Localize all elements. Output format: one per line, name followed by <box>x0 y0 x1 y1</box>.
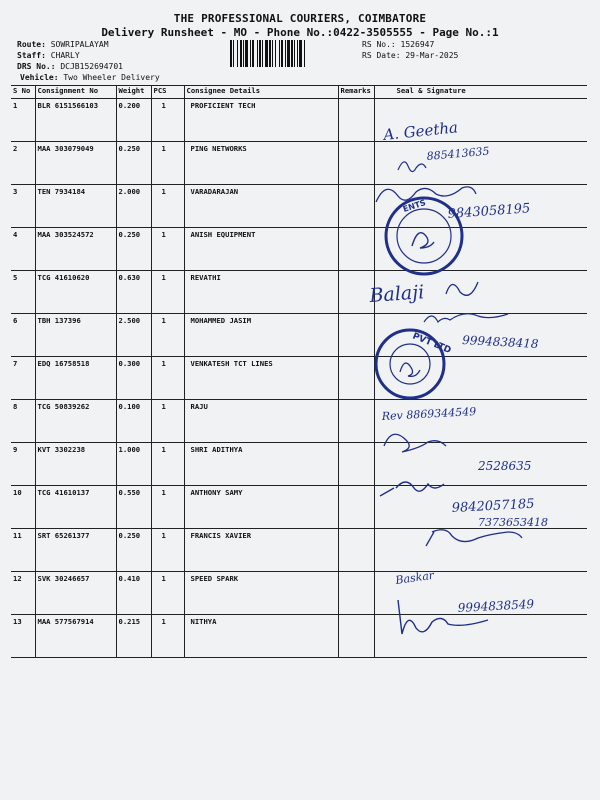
handwritten-phone: 885413635 <box>426 144 491 163</box>
cell-sno: 6 <box>11 314 35 357</box>
vehicle-value: Two Wheeler Delivery <box>63 73 160 82</box>
signature-text: A. Geetha <box>382 118 459 144</box>
cell-weight: 0.250 <box>116 529 151 572</box>
cell-seal-signature <box>374 615 587 658</box>
runsheet-table <box>11 85 587 658</box>
barcode-bar <box>275 40 276 67</box>
document-title: THE PROFESSIONAL COURIERS, COIMBATORE <box>173 12 427 25</box>
cell-consignment: TBH 137396 <box>35 314 116 357</box>
barcode-bar <box>250 40 251 67</box>
cell-remarks <box>338 357 374 400</box>
cell-seal-signature <box>374 99 587 142</box>
column-header: Remarks <box>338 86 374 99</box>
cell-seal-signature <box>374 400 587 443</box>
route-value: SOWRIPALAYAM <box>50 40 109 49</box>
barcode-bar <box>279 40 280 67</box>
stamp-text: PVT LTD <box>410 331 453 357</box>
cell-seal-signature <box>374 486 587 529</box>
cell-sno: 1 <box>11 99 35 142</box>
cell-remarks <box>338 142 374 185</box>
barcode-bar <box>294 40 295 67</box>
barcode-bar <box>265 40 268 67</box>
barcode-bar <box>233 40 234 67</box>
rs-no-value: 1526947 <box>400 40 435 49</box>
table-row <box>11 572 587 615</box>
barcode-bar <box>297 40 298 67</box>
cell-consignment: MAA 577567914 <box>35 615 116 658</box>
stamp-text: ENTS <box>401 198 427 214</box>
cell-consignee: ANTHONY SAMY <box>184 486 338 529</box>
cell-consignment: EDQ 16758518 <box>35 357 116 400</box>
drs-line <box>17 62 123 71</box>
barcode-bar <box>230 40 232 67</box>
handwritten-note: Rev 8869344549 <box>381 405 477 423</box>
cell-consignee: MOHAMMED JASIM <box>184 314 338 357</box>
cell-consignment: BLR 6151566103 <box>35 99 116 142</box>
cell-consignment: TCG 41610620 <box>35 271 116 314</box>
table-body <box>11 99 587 658</box>
staff-label: Staff: <box>17 51 46 60</box>
cell-sno: 5 <box>11 271 35 314</box>
cell-remarks <box>338 486 374 529</box>
handwritten-phone: 9994838418 <box>461 333 539 351</box>
cell-consignee: FRANCIS XAVIER <box>184 529 338 572</box>
handwritten-phone: 9994838549 <box>457 597 535 615</box>
cell-consignee: REVATHI <box>184 271 338 314</box>
rs-no-label: RS No.: <box>362 40 396 49</box>
table-row <box>11 615 587 658</box>
cell-pcs: 1 <box>151 357 184 400</box>
cell-pcs: 1 <box>151 400 184 443</box>
cell-sno: 8 <box>11 400 35 443</box>
cell-weight: 0.630 <box>116 271 151 314</box>
barcode-bar <box>237 40 238 67</box>
barcode-bar <box>252 40 254 67</box>
table-row <box>11 443 587 486</box>
cell-remarks <box>338 99 374 142</box>
column-header: S No <box>11 86 35 99</box>
drs-label: DRS No.: <box>17 62 56 71</box>
cell-pcs: 1 <box>151 142 184 185</box>
cell-remarks <box>338 529 374 572</box>
staff-value: CHARLY <box>50 51 80 60</box>
table-row <box>11 228 587 271</box>
barcode-bar <box>287 40 290 67</box>
barcode-bar <box>257 40 258 67</box>
table-row <box>11 185 587 228</box>
cell-consignee: RAJU <box>184 400 338 443</box>
cell-pcs: 1 <box>151 99 184 142</box>
table-row <box>11 357 587 400</box>
cell-sno: 3 <box>11 185 35 228</box>
cell-weight: 0.300 <box>116 357 151 400</box>
cell-consignee: VARADARAJAN <box>184 185 338 228</box>
rs-date-line <box>362 51 458 60</box>
cell-consignment: TCG 50839262 <box>35 400 116 443</box>
column-header: Consignee Details <box>184 86 338 99</box>
column-header: PCS <box>151 86 184 99</box>
cell-seal-signature <box>374 443 587 486</box>
cell-remarks <box>338 572 374 615</box>
table-row <box>11 271 587 314</box>
cell-weight: 0.250 <box>116 142 151 185</box>
barcode-image <box>230 40 353 67</box>
vehicle-line <box>20 73 160 82</box>
cell-seal-signature <box>374 185 587 228</box>
cell-remarks <box>338 443 374 486</box>
cell-sno: 10 <box>11 486 35 529</box>
table-row <box>11 400 587 443</box>
cell-consignment: SVK 30246657 <box>35 572 116 615</box>
barcode-bar <box>245 40 248 67</box>
barcode-bar <box>243 40 244 67</box>
cell-consignee: SHRI ADITHYA <box>184 443 338 486</box>
cell-consignment: MAA 303079049 <box>35 142 116 185</box>
handwritten-phone: 2528635 <box>478 459 532 473</box>
cell-remarks <box>338 314 374 357</box>
barcode-bar <box>299 40 302 67</box>
cell-consignment: TCG 41610137 <box>35 486 116 529</box>
cell-weight: 2.000 <box>116 185 151 228</box>
cell-weight: 0.250 <box>116 228 151 271</box>
cell-weight: 0.550 <box>116 486 151 529</box>
cell-consignment: TEN 7934184 <box>35 185 116 228</box>
table-row <box>11 529 587 572</box>
cell-seal-signature <box>374 314 587 357</box>
cell-weight: 1.000 <box>116 443 151 486</box>
cell-pcs: 1 <box>151 615 184 658</box>
cell-remarks <box>338 271 374 314</box>
cell-consignee: ANISH EQUIPMENT <box>184 228 338 271</box>
handwritten-phone: 9842057185 <box>451 496 535 516</box>
cell-sno: 12 <box>11 572 35 615</box>
cell-pcs: 1 <box>151 486 184 529</box>
rs-no-line <box>362 40 434 49</box>
cell-remarks <box>338 615 374 658</box>
cell-sno: 4 <box>11 228 35 271</box>
cell-weight: 0.100 <box>116 400 151 443</box>
table-header-row <box>11 86 587 99</box>
cell-seal-signature <box>374 572 587 615</box>
barcode-bar <box>272 40 273 67</box>
cell-sno: 7 <box>11 357 35 400</box>
column-header: Seal & Signature <box>374 86 587 99</box>
cell-consignment: MAA 303524572 <box>35 228 116 271</box>
barcode-bar <box>304 40 305 67</box>
signature-text: Baskar <box>394 568 435 587</box>
table-row <box>11 486 587 529</box>
route-line <box>17 40 109 49</box>
cell-pcs: 1 <box>151 443 184 486</box>
barcode-bar <box>262 40 263 67</box>
cell-pcs: 1 <box>151 572 184 615</box>
barcode-bar <box>269 40 271 67</box>
cell-pcs: 1 <box>151 228 184 271</box>
cell-remarks <box>338 228 374 271</box>
cell-sno: 9 <box>11 443 35 486</box>
barcode-bar <box>281 40 283 67</box>
cell-consignee: PROFICIENT TECH <box>184 99 338 142</box>
handwritten-phone: 7373653418 <box>478 516 548 529</box>
document-subtitle: Delivery Runsheet - MO - Phone No.:0422-3505555 - Page No.:1 <box>101 26 499 39</box>
column-header: Consignment No <box>35 86 116 99</box>
cell-consignment: KVT 3302238 <box>35 443 116 486</box>
route-label: Route: <box>17 40 46 49</box>
cell-weight: 0.200 <box>116 99 151 142</box>
cell-weight: 2.500 <box>116 314 151 357</box>
cell-consignee: PING NETWORKS <box>184 142 338 185</box>
drs-value: DCJB152694701 <box>60 62 123 71</box>
barcode-bar <box>285 40 286 67</box>
cell-consignee: SPEED SPARK <box>184 572 338 615</box>
cell-pcs: 1 <box>151 185 184 228</box>
barcode-bar <box>291 40 293 67</box>
table-row <box>11 99 587 142</box>
vehicle-label: Vehicle: <box>20 73 59 82</box>
cell-weight: 0.410 <box>116 572 151 615</box>
cell-sno: 11 <box>11 529 35 572</box>
barcode-bar <box>259 40 261 67</box>
cell-sno: 13 <box>11 615 35 658</box>
cell-weight: 0.215 <box>116 615 151 658</box>
staff-line <box>17 51 80 60</box>
cell-pcs: 1 <box>151 529 184 572</box>
cell-sno: 2 <box>11 142 35 185</box>
column-header: Weight <box>116 86 151 99</box>
cell-pcs: 1 <box>151 271 184 314</box>
cell-seal-signature <box>374 357 587 400</box>
cell-pcs: 1 <box>151 314 184 357</box>
cell-consignment: SRT 65261377 <box>35 529 116 572</box>
rs-date-value: 29-Mar-2025 <box>405 51 459 60</box>
table-row <box>11 142 587 185</box>
barcode-bar <box>240 40 242 67</box>
cell-remarks <box>338 185 374 228</box>
handwritten-phone: 9843058195 <box>447 201 531 222</box>
cell-seal-signature <box>374 271 587 314</box>
cell-consignee: VENKATESH TCT LINES <box>184 357 338 400</box>
cell-seal-signature <box>374 529 587 572</box>
table-row <box>11 314 587 357</box>
cell-consignee: NITHYA <box>184 615 338 658</box>
cell-seal-signature <box>374 228 587 271</box>
cell-seal-signature <box>374 142 587 185</box>
cell-remarks <box>338 400 374 443</box>
rs-date-label: RS Date: <box>362 51 401 60</box>
signature-text: Balaji <box>368 281 425 307</box>
